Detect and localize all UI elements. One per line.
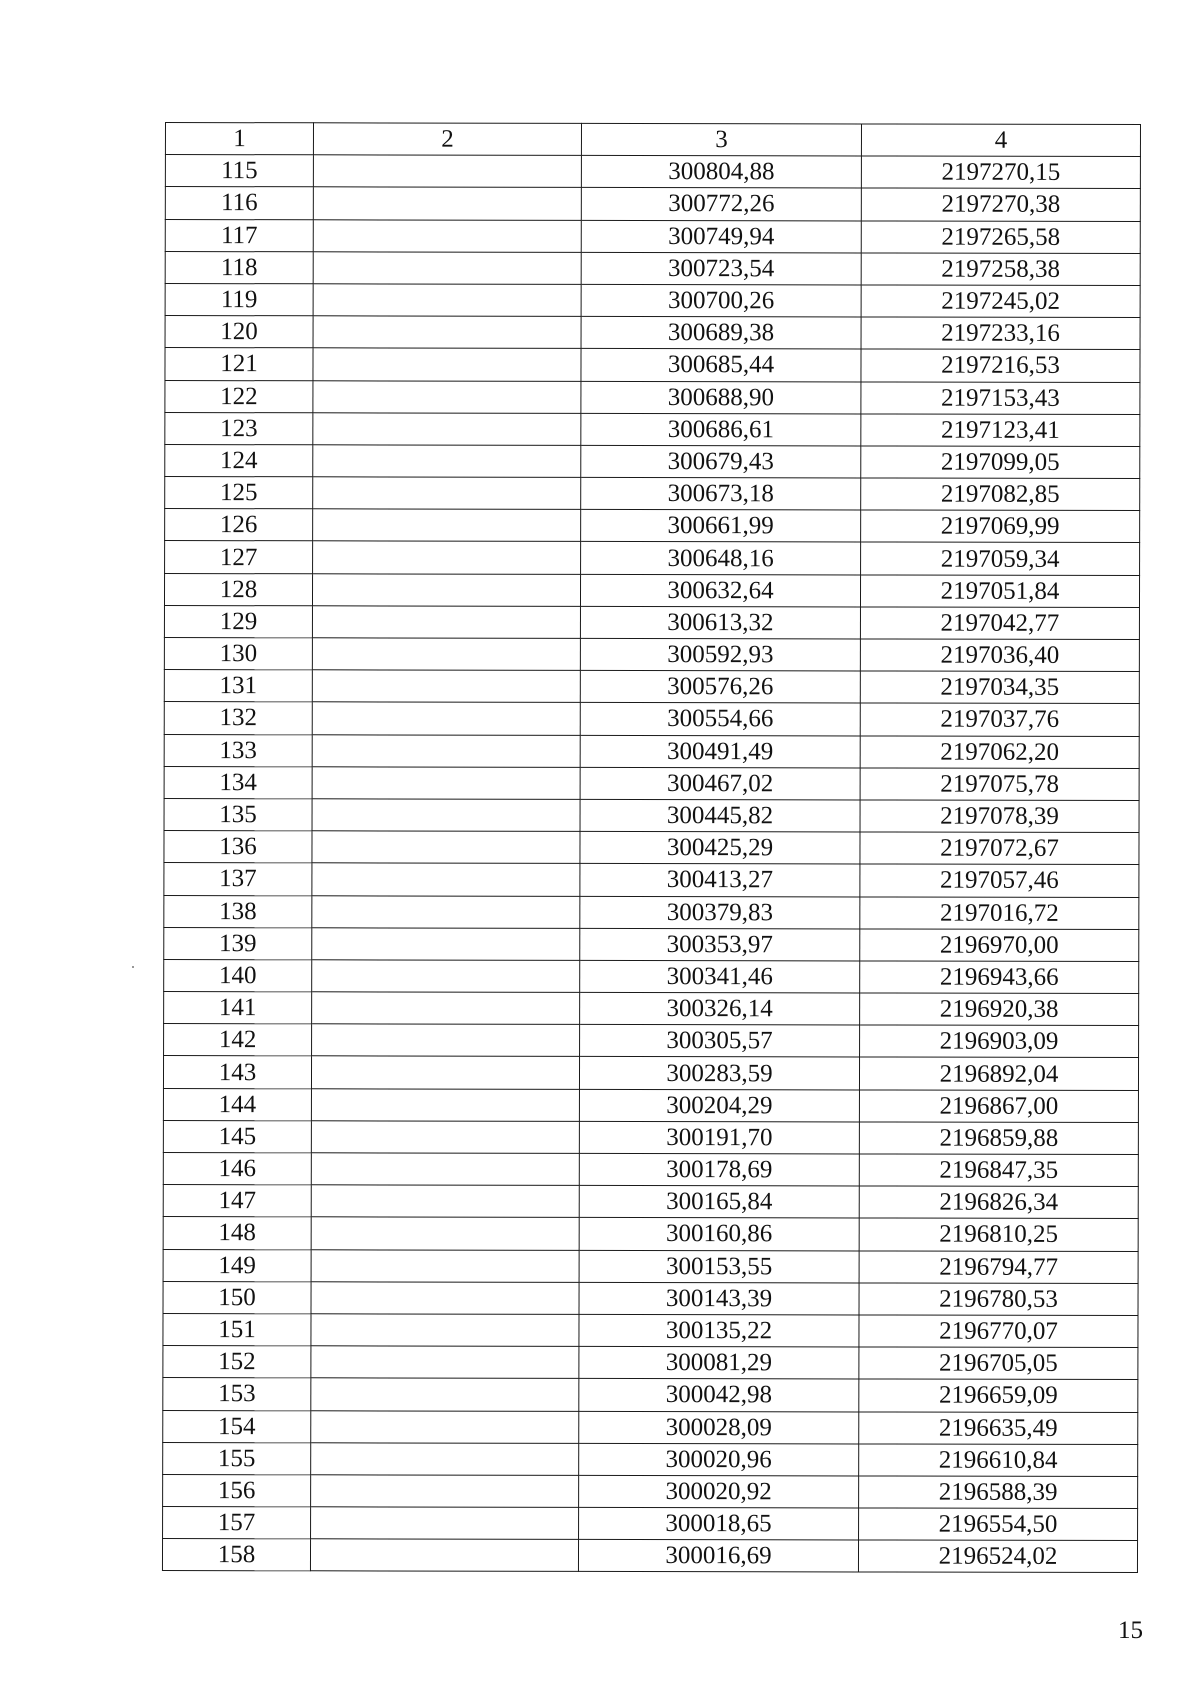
y-coordinate-cell: 2196920,38 bbox=[860, 993, 1139, 1026]
column-2-cell bbox=[311, 1056, 579, 1089]
y-coordinate-cell: 2196892,04 bbox=[859, 1057, 1138, 1090]
table-row bbox=[163, 1474, 1138, 1508]
x-coordinate-cell: 300020,92 bbox=[579, 1475, 859, 1508]
table-row bbox=[164, 927, 1139, 961]
point-number-cell: 141 bbox=[164, 992, 312, 1024]
point-number-cell: 150 bbox=[163, 1281, 311, 1313]
table-row bbox=[163, 1185, 1138, 1219]
y-coordinate-cell: 2197245,02 bbox=[861, 285, 1140, 318]
table-row bbox=[164, 831, 1139, 865]
point-number-cell: 140 bbox=[164, 959, 312, 991]
column-2-cell bbox=[311, 1410, 579, 1443]
x-coordinate-cell: 300700,26 bbox=[581, 284, 861, 317]
column-2-cell bbox=[312, 702, 580, 735]
table-row bbox=[163, 1346, 1138, 1380]
x-coordinate-cell: 300204,29 bbox=[579, 1089, 859, 1122]
point-number-cell: 129 bbox=[164, 605, 312, 637]
point-number-cell: 142 bbox=[164, 1024, 312, 1056]
point-number-cell: 124 bbox=[165, 444, 313, 476]
column-2-cell bbox=[312, 573, 580, 606]
y-coordinate-cell: 2196810,25 bbox=[859, 1218, 1138, 1251]
table-row bbox=[162, 1539, 1137, 1573]
x-coordinate-cell: 300661,99 bbox=[581, 510, 861, 543]
y-coordinate-cell: 2196635,49 bbox=[859, 1411, 1138, 1444]
column-2-cell bbox=[312, 927, 580, 960]
column-2-cell bbox=[311, 1282, 579, 1315]
point-number-cell: 157 bbox=[163, 1507, 311, 1539]
x-coordinate-cell: 300554,66 bbox=[580, 703, 860, 736]
table-row bbox=[165, 348, 1140, 382]
table-row bbox=[163, 1442, 1138, 1476]
x-coordinate-cell: 300673,18 bbox=[581, 477, 861, 510]
point-number-cell: 148 bbox=[163, 1217, 311, 1249]
column-2-cell bbox=[313, 187, 581, 220]
y-coordinate-cell: 2197075,78 bbox=[860, 768, 1139, 801]
table-row bbox=[164, 670, 1139, 704]
y-coordinate-cell: 2197042,77 bbox=[860, 607, 1139, 640]
table-row bbox=[165, 219, 1140, 253]
y-coordinate-cell: 2196705,05 bbox=[859, 1347, 1138, 1380]
column-2-cell bbox=[313, 477, 581, 510]
point-number-cell: 127 bbox=[165, 541, 313, 573]
table-row bbox=[165, 251, 1140, 285]
y-coordinate-cell: 2197072,67 bbox=[860, 832, 1139, 865]
y-coordinate-cell: 2197037,76 bbox=[860, 703, 1139, 736]
x-coordinate-cell: 300467,02 bbox=[580, 767, 860, 800]
y-coordinate-cell: 2196770,07 bbox=[859, 1315, 1138, 1348]
x-coordinate-cell: 300491,49 bbox=[580, 735, 860, 768]
column-2-cell bbox=[311, 1185, 579, 1218]
x-coordinate-cell: 300016,69 bbox=[578, 1540, 858, 1573]
table-row bbox=[165, 541, 1140, 575]
y-coordinate-cell: 2196780,53 bbox=[859, 1283, 1138, 1316]
y-coordinate-cell: 2197051,84 bbox=[860, 575, 1139, 608]
table-header-row bbox=[165, 123, 1140, 157]
point-number-cell: 154 bbox=[163, 1410, 311, 1442]
column-2-cell bbox=[313, 541, 581, 574]
column-2-cell bbox=[313, 445, 581, 478]
point-number-cell: 155 bbox=[163, 1442, 311, 1474]
point-number-cell: 134 bbox=[164, 766, 312, 798]
column-2-cell bbox=[312, 638, 580, 671]
table-row bbox=[165, 187, 1140, 221]
y-coordinate-cell: 2196943,66 bbox=[860, 961, 1139, 994]
column-2-cell bbox=[313, 380, 581, 413]
column-2-cell bbox=[312, 992, 580, 1025]
table-row bbox=[164, 959, 1139, 993]
y-coordinate-cell: 2197016,72 bbox=[860, 896, 1139, 929]
x-coordinate-cell: 300191,70 bbox=[579, 1121, 859, 1154]
point-number-cell: 132 bbox=[164, 702, 312, 734]
table-row bbox=[163, 1217, 1138, 1251]
column-2-cell bbox=[313, 155, 581, 188]
column-2-cell bbox=[312, 606, 580, 639]
x-coordinate-cell: 300749,94 bbox=[581, 220, 861, 253]
x-coordinate-cell: 300679,43 bbox=[581, 445, 861, 478]
column-2-cell bbox=[312, 895, 580, 928]
y-coordinate-cell: 2197059,34 bbox=[861, 542, 1140, 575]
table-row bbox=[163, 1088, 1138, 1122]
x-coordinate-cell: 300143,39 bbox=[579, 1282, 859, 1315]
column-2-cell bbox=[311, 1249, 579, 1282]
column-2-cell bbox=[312, 670, 580, 703]
point-number-cell: 121 bbox=[165, 348, 313, 380]
column-2-cell bbox=[311, 1475, 579, 1508]
y-coordinate-cell: 2197153,43 bbox=[861, 381, 1140, 414]
y-coordinate-cell: 2197034,35 bbox=[860, 671, 1139, 704]
point-number-cell: 119 bbox=[165, 283, 313, 315]
point-number-cell: 151 bbox=[163, 1313, 311, 1345]
y-coordinate-cell: 2197069,99 bbox=[861, 510, 1140, 543]
x-coordinate-cell: 300341,46 bbox=[580, 960, 860, 993]
y-coordinate-cell: 2196659,09 bbox=[859, 1379, 1138, 1412]
table-row bbox=[163, 1410, 1138, 1444]
point-number-cell: 120 bbox=[165, 316, 313, 348]
y-coordinate-cell: 2197036,40 bbox=[860, 639, 1139, 672]
table-row bbox=[163, 1378, 1138, 1412]
x-coordinate-cell: 300020,96 bbox=[579, 1443, 859, 1476]
x-coordinate-cell: 300686,61 bbox=[581, 413, 861, 446]
x-coordinate-cell: 300648,16 bbox=[581, 542, 861, 575]
column-2-cell bbox=[313, 219, 581, 252]
point-number-cell: 152 bbox=[163, 1346, 311, 1378]
x-coordinate-cell: 300160,86 bbox=[579, 1218, 859, 1251]
point-number-cell: 118 bbox=[165, 251, 313, 283]
y-coordinate-cell: 2196847,35 bbox=[859, 1154, 1138, 1187]
point-number-cell: 153 bbox=[163, 1378, 311, 1410]
x-coordinate-cell: 300688,90 bbox=[581, 381, 861, 414]
column-2-cell bbox=[312, 863, 580, 896]
table-row bbox=[165, 444, 1140, 478]
y-coordinate-cell: 2196903,09 bbox=[860, 1025, 1139, 1058]
table-row bbox=[164, 734, 1139, 768]
table-row bbox=[165, 477, 1140, 511]
y-coordinate-cell: 2197270,15 bbox=[861, 156, 1140, 189]
point-number-cell: 117 bbox=[165, 219, 313, 251]
x-coordinate-cell: 300592,93 bbox=[580, 638, 860, 671]
y-coordinate-cell: 2196859,88 bbox=[859, 1122, 1138, 1155]
x-coordinate-cell: 300613,32 bbox=[580, 606, 860, 639]
column-2-cell bbox=[311, 1346, 579, 1379]
table-row bbox=[165, 509, 1140, 543]
scan-speck bbox=[132, 966, 134, 968]
y-coordinate-cell: 2196794,77 bbox=[859, 1251, 1138, 1284]
point-number-cell: 123 bbox=[165, 412, 313, 444]
x-coordinate-cell: 300723,54 bbox=[581, 252, 861, 285]
column-header-2: 2 bbox=[313, 123, 581, 156]
y-coordinate-cell: 2196610,84 bbox=[859, 1444, 1138, 1477]
x-coordinate-cell: 300632,64 bbox=[580, 574, 860, 607]
column-2-cell bbox=[312, 799, 580, 832]
column-2-cell bbox=[311, 1153, 579, 1186]
column-2-cell bbox=[311, 1314, 579, 1347]
table-row bbox=[164, 895, 1139, 929]
table-row bbox=[164, 992, 1139, 1026]
column-2-cell bbox=[313, 412, 581, 445]
table-row bbox=[164, 605, 1139, 639]
x-coordinate-cell: 300576,26 bbox=[580, 671, 860, 704]
x-coordinate-cell: 300305,57 bbox=[580, 1025, 860, 1058]
table-row bbox=[165, 283, 1140, 317]
column-2-cell bbox=[312, 1024, 580, 1057]
table-row bbox=[163, 1507, 1138, 1541]
y-coordinate-cell: 2197078,39 bbox=[860, 800, 1139, 833]
column-2-cell bbox=[312, 767, 580, 800]
y-coordinate-cell: 2196554,50 bbox=[859, 1508, 1138, 1541]
table-row bbox=[165, 380, 1140, 414]
table-row bbox=[163, 1313, 1138, 1347]
column-2-cell bbox=[313, 348, 581, 381]
table-row bbox=[165, 412, 1140, 446]
x-coordinate-cell: 300379,83 bbox=[580, 896, 860, 929]
x-coordinate-cell: 300165,84 bbox=[579, 1186, 859, 1219]
x-coordinate-cell: 300135,22 bbox=[579, 1314, 859, 1347]
table-row bbox=[164, 798, 1139, 832]
table-row bbox=[163, 1120, 1138, 1154]
point-number-cell: 144 bbox=[163, 1088, 311, 1120]
x-coordinate-cell: 300413,27 bbox=[580, 864, 860, 897]
point-number-cell: 125 bbox=[165, 477, 313, 509]
point-number-cell: 135 bbox=[164, 798, 312, 830]
y-coordinate-cell: 2197270,38 bbox=[861, 188, 1140, 221]
point-number-cell: 156 bbox=[163, 1474, 311, 1506]
y-coordinate-cell: 2197233,16 bbox=[861, 317, 1140, 350]
column-2-cell bbox=[313, 284, 581, 317]
column-header-point-number: 1 bbox=[165, 123, 313, 155]
column-2-cell bbox=[311, 1378, 579, 1411]
point-number-cell: 122 bbox=[165, 380, 313, 412]
x-coordinate-cell: 300042,98 bbox=[579, 1379, 859, 1412]
x-coordinate-cell: 300685,44 bbox=[581, 349, 861, 382]
x-coordinate-cell: 300018,65 bbox=[579, 1507, 859, 1540]
y-coordinate-cell: 2196524,02 bbox=[858, 1540, 1137, 1573]
table-row bbox=[163, 1056, 1138, 1090]
point-number-cell: 145 bbox=[163, 1120, 311, 1152]
point-number-cell: 128 bbox=[164, 573, 312, 605]
table-row bbox=[165, 316, 1140, 350]
point-number-cell: 137 bbox=[164, 863, 312, 895]
y-coordinate-cell: 2197082,85 bbox=[861, 478, 1140, 511]
x-coordinate-cell: 300283,59 bbox=[579, 1057, 859, 1090]
table-row bbox=[164, 573, 1139, 607]
x-coordinate-cell: 300772,26 bbox=[581, 188, 861, 221]
point-number-cell: 149 bbox=[163, 1249, 311, 1281]
y-coordinate-cell: 2197123,41 bbox=[861, 414, 1140, 447]
y-coordinate-cell: 2196867,00 bbox=[859, 1090, 1138, 1123]
table-row bbox=[164, 1024, 1139, 1058]
column-2-cell bbox=[311, 1217, 579, 1250]
x-coordinate-cell: 300028,09 bbox=[579, 1411, 859, 1444]
table-row bbox=[163, 1249, 1138, 1283]
y-coordinate-cell: 2197258,38 bbox=[861, 253, 1140, 286]
y-coordinate-cell: 2197216,53 bbox=[861, 349, 1140, 382]
x-coordinate-cell: 300153,55 bbox=[579, 1250, 859, 1283]
point-number-cell: 116 bbox=[165, 187, 313, 219]
point-number-cell: 147 bbox=[163, 1185, 311, 1217]
table-body bbox=[162, 155, 1140, 1573]
x-coordinate-cell: 300445,82 bbox=[580, 799, 860, 832]
page-number: 15 bbox=[1118, 1617, 1143, 1644]
column-2-cell bbox=[312, 960, 580, 993]
table-row bbox=[163, 1281, 1138, 1315]
table-row bbox=[164, 863, 1139, 897]
table-row bbox=[164, 766, 1139, 800]
column-header-x-coordinate: 3 bbox=[581, 123, 861, 156]
y-coordinate-cell: 2197057,46 bbox=[860, 864, 1139, 897]
column-2-cell bbox=[313, 252, 581, 285]
y-coordinate-cell: 2197265,58 bbox=[861, 221, 1140, 254]
column-2-cell bbox=[311, 1507, 579, 1540]
column-2-cell bbox=[311, 1121, 579, 1154]
table-row bbox=[165, 155, 1140, 189]
y-coordinate-cell: 2196588,39 bbox=[859, 1476, 1138, 1509]
column-2-cell bbox=[313, 509, 581, 542]
column-2-cell bbox=[313, 316, 581, 349]
coordinates-table bbox=[162, 122, 1141, 1573]
point-number-cell: 133 bbox=[164, 734, 312, 766]
y-coordinate-cell: 2197062,20 bbox=[860, 736, 1139, 769]
y-coordinate-cell: 2196970,00 bbox=[860, 929, 1139, 962]
y-coordinate-cell: 2197099,05 bbox=[861, 446, 1140, 479]
point-number-cell: 126 bbox=[165, 509, 313, 541]
column-2-cell bbox=[311, 1088, 579, 1121]
column-2-cell bbox=[311, 1442, 579, 1475]
table-row bbox=[163, 1152, 1138, 1186]
y-coordinate-cell: 2196826,34 bbox=[859, 1186, 1138, 1219]
point-number-cell: 130 bbox=[164, 637, 312, 669]
table-row bbox=[164, 702, 1139, 736]
column-header-y-coordinate: 4 bbox=[861, 124, 1140, 157]
point-number-cell: 136 bbox=[164, 831, 312, 863]
table-row bbox=[164, 637, 1139, 671]
point-number-cell: 115 bbox=[165, 155, 313, 187]
x-coordinate-cell: 300689,38 bbox=[581, 316, 861, 349]
point-number-cell: 158 bbox=[162, 1539, 310, 1571]
x-coordinate-cell: 300081,29 bbox=[579, 1346, 859, 1379]
column-2-cell bbox=[310, 1539, 578, 1572]
x-coordinate-cell: 300353,97 bbox=[580, 928, 860, 961]
column-2-cell bbox=[312, 734, 580, 767]
column-2-cell bbox=[312, 831, 580, 864]
point-number-cell: 146 bbox=[163, 1152, 311, 1184]
x-coordinate-cell: 300425,29 bbox=[580, 831, 860, 864]
point-number-cell: 131 bbox=[164, 670, 312, 702]
x-coordinate-cell: 300804,88 bbox=[581, 156, 861, 189]
point-number-cell: 143 bbox=[163, 1056, 311, 1088]
point-number-cell: 138 bbox=[164, 895, 312, 927]
x-coordinate-cell: 300326,14 bbox=[580, 992, 860, 1025]
x-coordinate-cell: 300178,69 bbox=[579, 1153, 859, 1186]
point-number-cell: 139 bbox=[164, 927, 312, 959]
